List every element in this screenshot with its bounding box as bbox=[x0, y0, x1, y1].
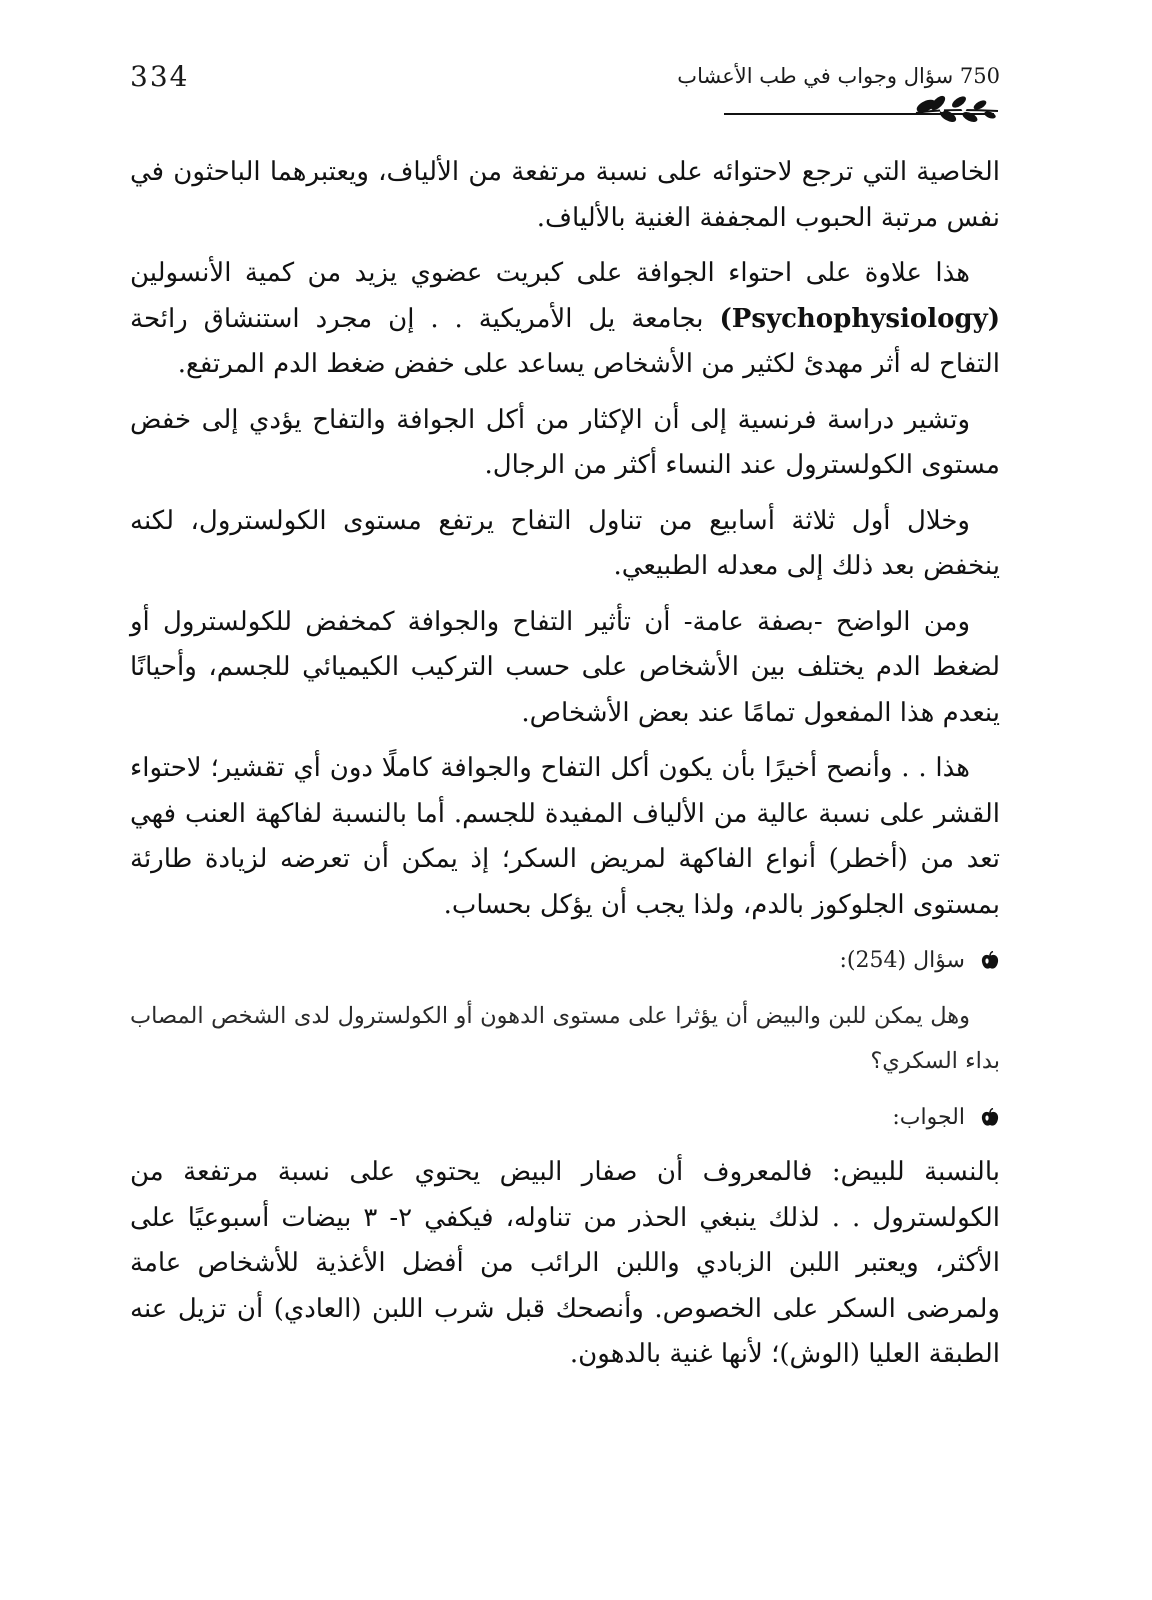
latin-term: (Psychophysiology) bbox=[719, 303, 1000, 334]
page-number: 334 bbox=[130, 60, 190, 93]
paragraph-french-study: وتشير دراسة فرنسية إلى أن الإكثار من أكل الجوافة والتفاح يؤدي إلى خفض مستوى الكولسترول عند النساء أكثر من الرجال. bbox=[130, 404, 1000, 480]
apple-icon bbox=[980, 1108, 1000, 1128]
paragraph-guava-sulfur bbox=[130, 251, 1000, 388]
question-label: سؤال (254): bbox=[839, 948, 965, 973]
paragraph-three-weeks: وخلال أول ثلاثة أسابيع من تناول التفاح يرتفع مستوى الكولسترول، لكنه ينخفض بعد ذلك إلى معدله الطبيعي. bbox=[130, 505, 1000, 581]
running-title: 750 سؤال وجواب في طب الأعشاب bbox=[677, 64, 1000, 88]
page-header bbox=[130, 58, 1000, 118]
paragraph-fiber: الخاصية التي ترجع لاحتوائه على نسبة مرتفعة من الألياف، ويعتبرهما الباحثون في نفس مرتبة الحبوب المجففة الغنية بالألياف. bbox=[130, 157, 1000, 233]
answer-label: الجواب: bbox=[892, 1104, 965, 1130]
answer-heading bbox=[130, 1095, 1000, 1141]
leaf-ornament-icon bbox=[914, 94, 1000, 124]
paragraph-guava-sulfur-lead: هذا علاوة على احتواء الجوافة على كبريت عضوي يزيد من كمية الأنسولين bbox=[130, 258, 970, 288]
paragraph-effect-varies: ومن الواضح -بصفة عامة- أن تأثير التفاح والجوافة كمخفض للكولسترول أو لضغط الدم يختلف بين الأشخاص على حسب التركيب الكيميائي للجسم، وأحيانًا ينعدم هذا المفعول تمامًا عند بعض الأشخاص. bbox=[130, 606, 1000, 728]
answer-text: بالنسبة للبيض: فالمعروف أن صفار البيض يحتوي على نسبة مرتفعة من الكولسترول . . لذلك ينبغي الحذر من تناوله، فيكفي ٢- ٣ بيضات أسبوعيًا على الأكثر، ويعتبر اللبن الزبادي واللبن الرائب من أفضل الأغذية للأشخاص عامة ولمرضى السكر على الخصوص. وأنصحك قبل شرب اللبن (العادي) أن تزيل عنه الطبقة العليا (الوش)؛ لأنها غنية بالدهون. bbox=[130, 1157, 1000, 1369]
paragraph-guava-sulfur-rest: بجامعة يل الأمريكية . . إن مجرد استنشاق رائحة التفاح له أثر مهدئ لكثير من الأشخاص يساعد على خفض ضغط الدم المرتفع. bbox=[130, 303, 1000, 379]
question-heading bbox=[130, 938, 1000, 984]
page-body bbox=[130, 150, 1000, 1388]
question-text: وهل يمكن للبن والبيض أن يؤثرا على مستوى الدهون أو الكولسترول لدى الشخص المصاب بداء السكري؟ bbox=[130, 1002, 1000, 1074]
apple-icon bbox=[980, 951, 1000, 971]
paragraph-advice: هذا . . وأنصح أخيرًا بأن يكون أكل التفاح والجوافة كاملًا دون أي تقشير؛ لاحتواء القشر على نسبة عالية من الألياف المفيدة للجسم. أما بالنسبة لفاكهة العنب فهي تعد من (أخطر) أنواع الفاكهة لمريض السكر؛ إذ يمكن أن تعرضه لزيادة طارئة بمستوى الجلوكوز بالدم، ولذا يجب أن يؤكل بحساب. bbox=[130, 753, 1000, 920]
